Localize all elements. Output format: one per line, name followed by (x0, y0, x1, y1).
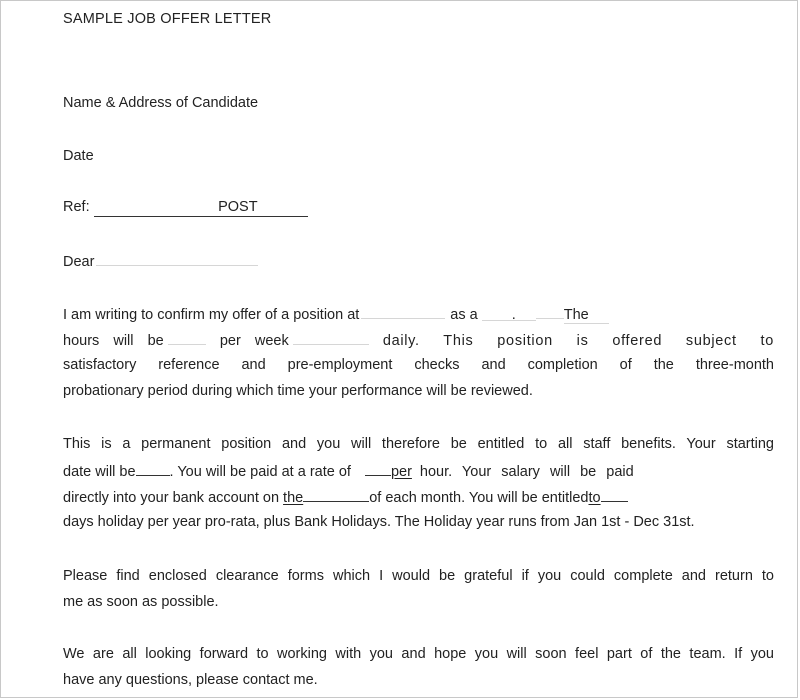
rate-blank (365, 461, 391, 476)
p1-line-1 (63, 304, 609, 324)
hours-blank (168, 330, 206, 345)
p2-text: of each month. You will be entitled (369, 490, 589, 506)
reference-blank (94, 198, 308, 217)
p3-line-1: Please find enclosed clearance forms which I would be grateful if you could complete and return to (63, 568, 774, 584)
p2-line-2 (63, 461, 634, 481)
p2-text: to (588, 490, 601, 506)
p2-text: date will be (63, 464, 136, 480)
reference-label: Ref: (63, 199, 90, 215)
p4-line-1: We are all looking forward to working with you and hope you will soon feel part of the team. If you (63, 646, 774, 662)
salutation-line (63, 251, 258, 271)
p1-text: . (511, 307, 516, 323)
p1-line-3: satisfactory reference and pre-employment checks and completion of the three-month (63, 357, 774, 373)
reference-post-label: POST (218, 199, 258, 215)
document-title: SAMPLE JOB OFFER LETTER (63, 11, 272, 27)
salutation-blank (96, 251, 258, 266)
pay-day-blank (303, 487, 369, 502)
spacer-blank (536, 304, 564, 319)
p2-text: the (283, 490, 304, 506)
daily-hours-blank (293, 330, 369, 345)
p2-line-4: days holiday per year pro-rata, plus Bank Holidays. The Holiday year runs from Jan 1st - Dec 31st. (63, 514, 695, 530)
p1-text: I am writing to confirm my offer of a position at (63, 307, 360, 323)
p1-text: daily. This position is offered subject to (382, 333, 775, 349)
company-blank (361, 304, 445, 319)
p2-text: per (390, 464, 412, 480)
start-date-blank (136, 461, 170, 476)
p2-line-1: This is a permanent position and you will therefore be entitled to all staff benefits. Your starting (63, 436, 774, 452)
p4-line-2: have any questions, please contact me. (63, 672, 318, 688)
date-label: Date (63, 148, 94, 164)
p1-text: hours will be (63, 333, 164, 349)
p1-text: The (564, 307, 609, 324)
p3-line-2: me as soon as possible. (63, 594, 219, 610)
p2-text: directly into your bank account on (63, 490, 280, 506)
p1-line-4: probationary period during which time your performance will be reviewed. (63, 383, 533, 399)
salutation-label: Dear (63, 254, 95, 270)
p1-text: as a (450, 307, 478, 323)
holiday-days-blank (601, 487, 628, 502)
p1-text: per week (219, 333, 289, 349)
p2-text: hour. Your salary will be paid (419, 464, 634, 480)
p1-line-2 (63, 330, 774, 350)
reference-line (63, 198, 308, 217)
position-blank (482, 306, 536, 321)
p2-line-3 (63, 487, 628, 507)
candidate-address-label: Name & Address of Candidate (63, 95, 259, 111)
p2-text: . You will be paid at a rate of (169, 464, 351, 480)
